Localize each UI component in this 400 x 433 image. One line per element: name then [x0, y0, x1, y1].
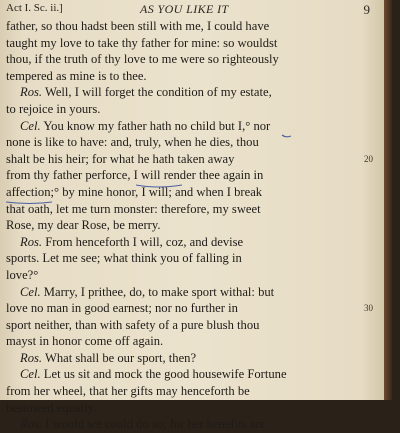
text-line — [6, 151, 364, 168]
margin-line-number: 20 — [364, 153, 373, 164]
speaker-name: Ros. — [20, 85, 43, 100]
text-line — [6, 101, 364, 118]
text-line — [6, 51, 364, 68]
speaker-name: Cel. — [20, 284, 41, 299]
text-line — [6, 201, 364, 218]
text-line — [6, 383, 364, 400]
text-line — [6, 400, 364, 417]
play-title: AS YOU LIKE IT — [140, 2, 229, 16]
line-text: shalt be his heir; for what he hath taken away — [6, 151, 235, 166]
line-text: thou, if the truth of thy love to me were so righteously — [6, 52, 279, 67]
text-line — [6, 234, 364, 251]
line-text: What shall be our sport, then? — [44, 350, 197, 365]
act-scene-label: Act I. Sc. ii.] — [6, 2, 63, 14]
text-line — [6, 300, 364, 317]
page-number: 9 — [363, 2, 370, 17]
line-text: Well, I will forget the condition of my estate, — [44, 85, 272, 100]
text-line — [6, 217, 364, 234]
text-line — [6, 84, 364, 101]
line-text: taught my love to take thy father for mine: so wouldst — [6, 35, 278, 50]
line-text: Marry, I prithee, do, to make sport withal: but — [43, 284, 275, 299]
text-line — [6, 18, 364, 35]
margin-line-number: 30 — [364, 303, 373, 314]
line-text: sport neither, than with safety of a pure blush thou — [6, 317, 260, 332]
play-text — [6, 18, 364, 433]
text-line — [6, 184, 364, 201]
text-line — [6, 250, 364, 267]
line-text: affection;° by mine honor, I will; and when I break — [6, 184, 263, 199]
line-text: that oath, let me turn monster: therefore, my sweet — [6, 201, 261, 216]
text-line — [6, 134, 364, 151]
line-text: mayst in honor come off again. — [6, 334, 164, 349]
line-text: Rose, my dear Rose, be merry. — [6, 218, 161, 233]
line-text: sports. Let me see; what think you of falling in — [6, 251, 242, 266]
line-text: none is like to have: and, truly, when he dies, thou — [6, 135, 259, 150]
line-text: love?° — [6, 267, 39, 282]
line-text: to rejoice in yours. — [6, 101, 101, 116]
running-header — [6, 2, 370, 18]
text-line — [6, 35, 364, 52]
page-edge — [384, 0, 392, 400]
text-line — [6, 118, 364, 135]
speaker-name: Ros. — [20, 350, 43, 365]
line-text: love no man in good earnest; nor no further in — [6, 301, 238, 316]
line-text: bestowed equally. — [6, 400, 97, 415]
line-text: From henceforth I will, coz, and devise — [45, 234, 244, 249]
line-text: Let us sit and mock the good housewife Fortune — [43, 367, 287, 382]
speaker-name: Ros. — [20, 417, 43, 432]
text-line — [6, 284, 364, 301]
text-line — [6, 333, 364, 350]
text-line — [6, 68, 364, 85]
line-text: You know my father hath no child but I,° nor — [43, 118, 271, 133]
text-line — [6, 350, 364, 367]
line-text: father, so thou hadst been still with me, I could have — [6, 19, 270, 33]
text-line — [6, 267, 364, 284]
speaker-name: Cel. — [20, 367, 41, 382]
speaker-name: Cel. — [20, 118, 41, 133]
text-line — [6, 366, 364, 383]
line-text: tempered as mine is to thee. — [6, 68, 147, 83]
speaker-name: Ros. — [20, 234, 43, 249]
text-line — [6, 167, 364, 184]
text-line — [6, 317, 364, 334]
text-line — [6, 416, 364, 433]
line-text: from thy father perforce, I will render thee again in — [6, 168, 264, 183]
line-text: from her wheel, that her gifts may henceforth be — [6, 384, 250, 399]
line-text: I would we could do so; for her benefits are — [45, 417, 266, 432]
